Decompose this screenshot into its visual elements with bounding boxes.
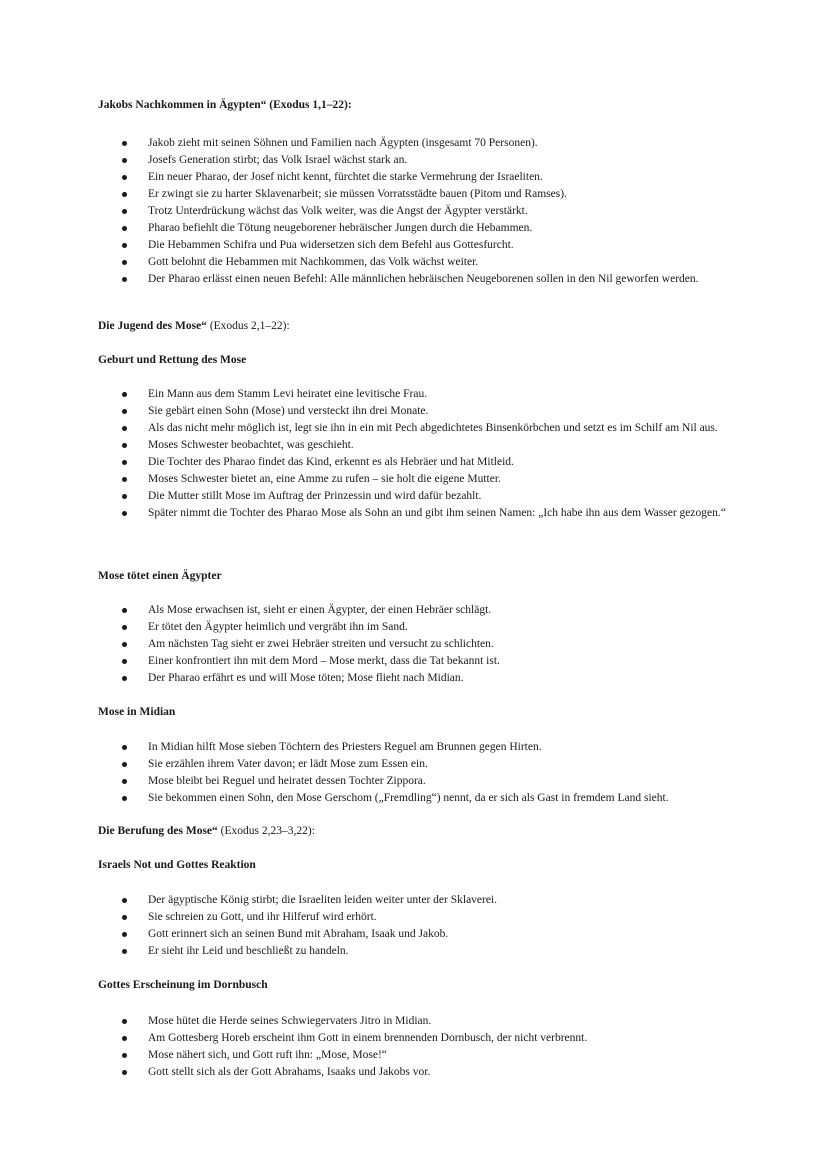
- list-item: Am Gottesberg Horeb erscheint ihm Gott in einem brennenden Dornbusch, der nicht verbrennt.: [120, 1030, 735, 1047]
- list-item: Gott erinnert sich an seinen Bund mit Abraham, Isaak und Jakob.: [120, 926, 735, 943]
- list-item: Gott belohnt die Hebammen mit Nachkommen, das Volk wächst weiter.: [120, 254, 735, 271]
- bullet-icon: [122, 745, 127, 750]
- list-item: Der Pharao erfährt es und will Mose töten; Mose flieht nach Midian.: [120, 670, 735, 687]
- bullet-icon: [122, 659, 127, 664]
- list-item: Die Tochter des Pharao findet das Kind, erkennt es als Hebräer und hat Mitleid.: [120, 454, 735, 471]
- bullet-list-mose-in-midian: [120, 739, 735, 807]
- list-item: Einer konfrontiert ihn mit dem Mord – Mose merkt, dass die Tat bekannt ist.: [120, 653, 735, 670]
- list-item: Jakob zieht mit seinen Söhnen und Familien nach Ägypten (insgesamt 70 Personen).: [120, 135, 735, 152]
- bullet-icon: [122, 409, 127, 414]
- bullet-list-mose-toetet: [120, 602, 735, 687]
- section-title: Die Berufung des Mose“: [98, 825, 218, 837]
- bullet-icon: [122, 1070, 127, 1075]
- list-item: Er sieht ihr Leid und beschließt zu handeln.: [120, 943, 735, 960]
- bullet-icon: [122, 625, 127, 630]
- section-reference: (Exodus 2,1–22):: [206, 320, 290, 332]
- section-heading-mose-in-midian: [98, 704, 175, 721]
- bullet-icon: [122, 460, 127, 465]
- section-heading-jugend-des-mose: [98, 318, 290, 335]
- bullet-icon: [122, 796, 127, 801]
- list-item: Gott stellt sich als der Gott Abrahams, Isaaks und Jakobs vor.: [120, 1064, 735, 1081]
- section-heading-mose-toetet: [98, 568, 222, 585]
- bullet-icon: [122, 477, 127, 482]
- list-item: Später nimmt die Tochter des Pharao Mose als Sohn an und gibt ihm seinen Namen: „Ich habe ihn aus dem Wasser gezogen.“: [120, 505, 735, 522]
- section-title: Geburt und Rettung des Mose: [98, 354, 247, 366]
- list-item: Die Mutter stillt Mose im Auftrag der Prinzessin und wird dafür bezahlt.: [120, 488, 735, 505]
- bullet-icon: [122, 608, 127, 613]
- section-title: Die Jugend des Mose“: [98, 320, 207, 332]
- section-title: Gottes Erscheinung im Dornbusch: [98, 979, 268, 991]
- bullet-icon: [122, 392, 127, 397]
- bullet-icon: [122, 443, 127, 448]
- bullet-icon: [122, 277, 127, 282]
- bullet-icon: [122, 932, 127, 937]
- bullet-icon: [122, 1053, 127, 1058]
- list-item: Ein neuer Pharao, der Josef nicht kennt, fürchtet die starke Vermehrung der Israeliten.: [120, 169, 735, 186]
- list-item: Moses Schwester beobachtet, was geschieht.: [120, 437, 735, 454]
- section-heading-dornbusch: [98, 977, 268, 994]
- bullet-icon: [122, 158, 127, 163]
- section-heading-geburt-und-rettung: [98, 352, 246, 369]
- list-item: Pharao befiehlt die Tötung neugeborener hebräischer Jungen durch die Hebammen.: [120, 220, 735, 237]
- bullet-icon: [122, 676, 127, 681]
- section-title: Jakobs Nachkommen in Ägypten“ (Exodus 1,1–22):: [98, 99, 352, 111]
- bullet-icon: [122, 175, 127, 180]
- bullet-icon: [122, 260, 127, 265]
- bullet-icon: [122, 494, 127, 499]
- list-item: Sie erzählen ihrem Vater davon; er lädt Mose zum Essen ein.: [120, 756, 735, 773]
- list-item: Als Mose erwachsen ist, sieht er einen Ägypter, der einen Hebräer schlägt.: [120, 602, 735, 619]
- section-title: Mose in Midian: [98, 706, 176, 718]
- list-item: Sie bekommen einen Sohn, den Mose Gerschom („Fremdling“) nennt, da er sich als Gast in fremdem Land sieht.: [120, 790, 735, 807]
- bullet-icon: [122, 209, 127, 214]
- bullet-icon: [122, 243, 127, 248]
- list-item: Er zwingt sie zu harter Sklavenarbeit; sie müssen Vorratsstädte bauen (Pitom und Ramses).: [120, 186, 735, 203]
- list-item: Als das nicht mehr möglich ist, legt sie ihn in ein mit Pech abgedichtetes Binsenkörbchen und setzt es im Schilf am Nil aus.: [120, 420, 735, 437]
- bullet-icon: [122, 1019, 127, 1024]
- section-reference: (Exodus 2,23–3,22):: [217, 825, 315, 837]
- bullet-icon: [122, 426, 127, 431]
- list-item: Josefs Generation stirbt; das Volk Israel wächst stark an.: [120, 152, 735, 169]
- list-item: Der ägyptische König stirbt; die Israeliten leiden weiter unter der Sklaverei.: [120, 892, 735, 909]
- bullet-icon: [122, 898, 127, 903]
- bullet-icon: [122, 779, 127, 784]
- section-title: Israels Not und Gottes Reaktion: [98, 859, 256, 871]
- bullet-icon: [122, 192, 127, 197]
- bullet-list-israels-not: [120, 892, 735, 960]
- section-heading-jakobs-nachkommen: [98, 97, 352, 114]
- bullet-list-dornbusch: [120, 1013, 735, 1081]
- bullet-icon: [122, 762, 127, 767]
- list-item: Trotz Unterdrückung wächst das Volk weiter, was die Angst der Ägypter verstärkt.: [120, 203, 735, 220]
- bullet-icon: [122, 642, 127, 647]
- bullet-icon: [122, 1036, 127, 1041]
- list-item: Moses Schwester bietet an, eine Amme zu rufen – sie holt die eigene Mutter.: [120, 471, 735, 488]
- bullet-list-jakobs-nachkommen: [120, 135, 735, 288]
- list-item: Der Pharao erlässt einen neuen Befehl: Alle männlichen hebräischen Neugeborenen sollen in den Nil geworfen werden.: [120, 271, 735, 288]
- list-item: In Midian hilft Mose sieben Töchtern des Priesters Reguel am Brunnen gegen Hirten.: [120, 739, 735, 756]
- bullet-icon: [122, 141, 127, 146]
- bullet-icon: [122, 915, 127, 920]
- section-title: Mose tötet einen Ägypter: [98, 570, 222, 582]
- list-item: Sie gebärt einen Sohn (Mose) und versteckt ihn drei Monate.: [120, 403, 735, 420]
- list-item: Mose nähert sich, und Gott ruft ihn: „Mose, Mose!“: [120, 1047, 735, 1064]
- bullet-icon: [122, 226, 127, 231]
- list-item: Mose bleibt bei Reguel und heiratet dessen Tochter Zippora.: [120, 773, 735, 790]
- section-heading-israels-not: [98, 857, 256, 874]
- bullet-icon: [122, 949, 127, 954]
- list-item: Am nächsten Tag sieht er zwei Hebräer streiten und versucht zu schlichten.: [120, 636, 735, 653]
- bullet-icon: [122, 511, 127, 516]
- section-heading-berufung-des-mose: [98, 823, 315, 840]
- list-item: Er tötet den Ägypter heimlich und vergräbt ihn im Sand.: [120, 619, 735, 636]
- list-item: Sie schreien zu Gott, und ihr Hilferuf wird erhört.: [120, 909, 735, 926]
- list-item: Mose hütet die Herde seines Schwiegervaters Jitro in Midian.: [120, 1013, 735, 1030]
- list-item: Die Hebammen Schifra und Pua widersetzen sich dem Befehl aus Gottesfurcht.: [120, 237, 735, 254]
- list-item: Ein Mann aus dem Stamm Levi heiratet eine levitische Frau.: [120, 386, 735, 403]
- bullet-list-geburt-und-rettung: [120, 386, 735, 522]
